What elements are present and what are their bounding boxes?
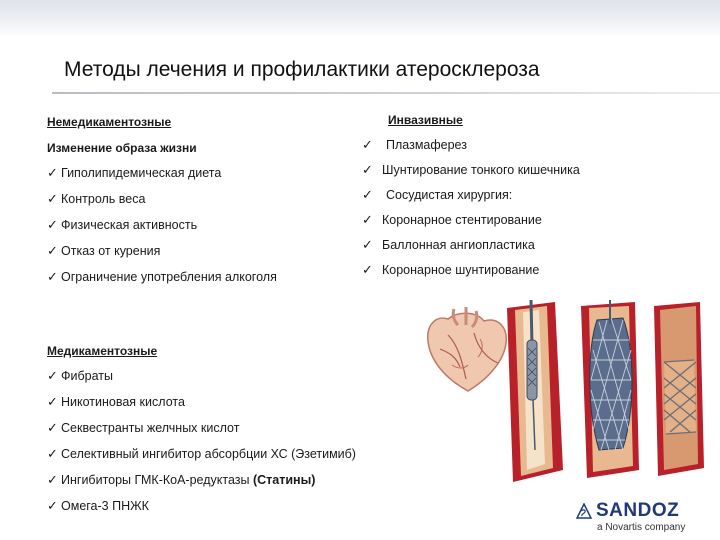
- lifestyle-header: Изменение образа жизни: [47, 141, 197, 155]
- checkmark-icon: ✓: [362, 262, 373, 277]
- list-item: [47, 165, 221, 181]
- list-item: [47, 394, 185, 410]
- list-item-label: Отказ от курения: [61, 244, 161, 258]
- list-item-label: Секвестранты желчных кислот: [61, 421, 240, 435]
- list-item-label: Физическая активность: [61, 218, 198, 232]
- invasive-header: Инвазивные: [388, 113, 463, 127]
- checkmark-icon: ✓: [362, 162, 373, 177]
- list-item: [47, 498, 149, 514]
- checkmark-icon: ✓: [47, 472, 58, 487]
- checkmark-icon: ✓: [47, 394, 58, 409]
- list-item: [362, 262, 539, 278]
- list-item: [362, 212, 542, 228]
- med-header: Медикаментозные: [47, 344, 158, 358]
- list-item-label: Селективный ингибитор абсорбции ХС (Эзетимиб): [61, 447, 356, 461]
- slide-title: Методы лечения и профилактики атеросклероза: [64, 58, 540, 81]
- list-item: [47, 243, 160, 259]
- checkmark-icon: ✓: [47, 446, 58, 461]
- sandoz-logo-icon: [576, 503, 592, 519]
- list-item: [47, 472, 315, 488]
- list-item-label: Баллонная ангиопластика: [382, 238, 535, 252]
- checkmark-icon: ✓: [47, 420, 58, 435]
- top-band: [0, 0, 720, 38]
- list-item-label: Коронарное шунтирование: [382, 263, 540, 277]
- list-item: [47, 269, 277, 285]
- sandoz-logo-text: SANDOZ: [596, 500, 680, 521]
- list-item-label: Ингибиторы ГМК-КоА-редуктазы: [61, 473, 253, 487]
- list-item: [362, 137, 467, 153]
- list-item: [362, 162, 580, 178]
- artery-stent-expansion-illustration: [577, 300, 643, 480]
- checkmark-icon: ✓: [47, 217, 58, 232]
- list-item: [362, 187, 512, 203]
- artery-catheter-illustration: [497, 300, 569, 490]
- list-item-label: Никотиновая кислота: [61, 395, 185, 409]
- list-item: [47, 368, 113, 384]
- checkmark-icon: ✓: [47, 368, 58, 383]
- list-item-label: Гиполипидемическая диета: [61, 166, 222, 180]
- list-item-label: Ограничение употребления алкоголя: [61, 270, 277, 284]
- checkmark-icon: ✓: [47, 269, 58, 284]
- checkmark-icon: ✓: [47, 498, 58, 513]
- list-item: [47, 191, 145, 207]
- sandoz-tagline: a Novartis company: [597, 522, 686, 533]
- nonmed-header: Немедикаментозные: [47, 115, 172, 129]
- statins-label: (Статины): [252, 473, 316, 487]
- list-item: [362, 237, 535, 253]
- list-item-label: Коронарное стентирование: [382, 213, 542, 227]
- checkmark-icon: ✓: [362, 237, 373, 252]
- checkmark-icon: ✓: [47, 243, 58, 258]
- list-item: [47, 420, 239, 436]
- list-item-label: Сосудистая хирургия:: [386, 188, 513, 202]
- list-item-label: Контроль веса: [61, 192, 146, 206]
- list-item-label: Омега-3 ПНЖК: [61, 499, 149, 513]
- checkmark-icon: ✓: [362, 137, 373, 152]
- checkmark-icon: ✓: [362, 212, 373, 227]
- checkmark-icon: ✓: [47, 165, 58, 180]
- checkmark-icon: ✓: [362, 187, 373, 202]
- list-item: [47, 217, 197, 233]
- artery-implanted-stent-illustration: [650, 302, 708, 478]
- list-item-label: Плазмаферез: [386, 138, 467, 152]
- title-divider: [52, 92, 720, 94]
- list-item-label: Фибраты: [61, 369, 113, 383]
- list-item-label: Шунтирование тонкого кишечника: [382, 163, 580, 177]
- list-item: [47, 446, 356, 462]
- checkmark-icon: ✓: [47, 191, 58, 206]
